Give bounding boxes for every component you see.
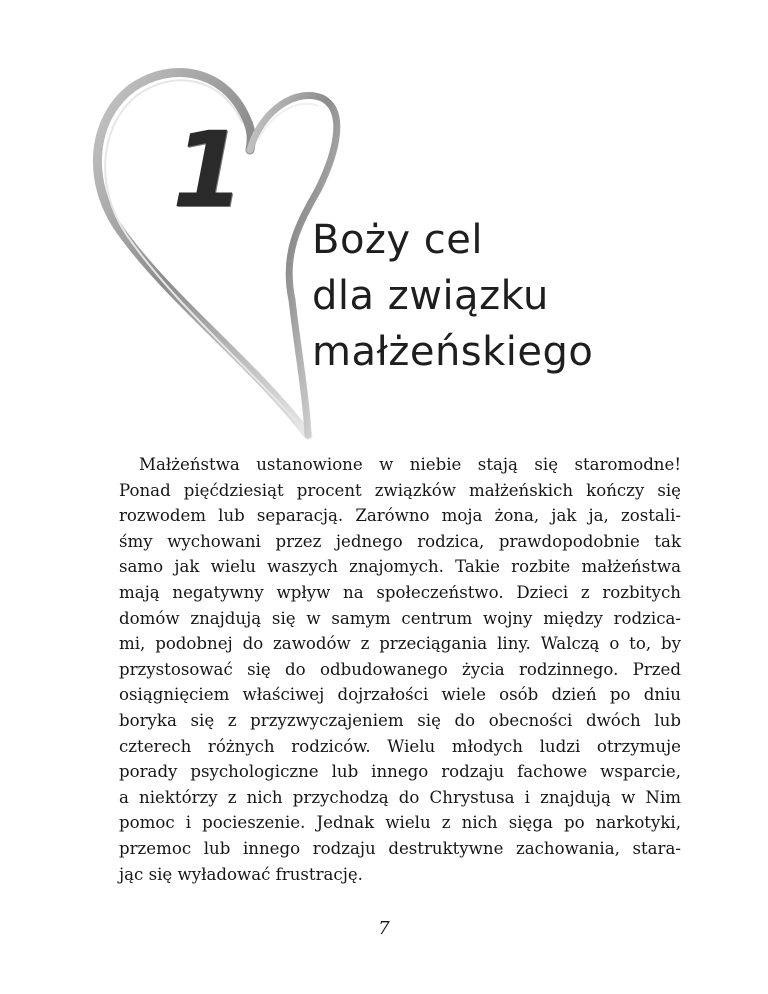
paragraph-line: czterech różnych rodziców. Wielu młodych ludzi otrzymuje <box>119 736 681 756</box>
paragraph-line: mi, podobnej do zawodów z przeciągania liny. Walczą o to, by <box>119 634 681 654</box>
chapter-title-line: małżeńskiego <box>312 329 594 375</box>
paragraph-line: samo jak wielu waszych znajomych. Takie rozbite małżeństwa <box>119 557 681 577</box>
paragraph-line: osiągnięciem właściwej dojrzałości wiele osób dzień po dniu <box>119 685 681 705</box>
paragraph-line: domów znajdują się w samym centrum wojny między rodzica- <box>119 608 681 628</box>
paragraph-line: pomoc i pocieszenie. Jednak wielu z nich sięga po narkotyki, <box>119 813 681 833</box>
paragraph-line: boryka się z przyzwyczajeniem się do obecności dwóch lub <box>119 710 681 730</box>
chapter-title <box>312 212 593 380</box>
paragraph-line: przystosować się do odbudowanego życia rodzinnego. Przed <box>119 659 681 679</box>
chapter-title-line: dla związku <box>312 273 549 319</box>
paragraph-line: porady psychologiczne lub innego rodzaju fachowe wsparcie, <box>119 762 681 782</box>
paragraph-line: jąc się wyładować frustrację. <box>119 864 363 884</box>
paragraph-line: przemoc lub innego rodzaju destruktywne zachowania, stara- <box>119 838 681 858</box>
paragraph-line: śmy wychowani przez jednego rodzica, prawdopodobnie tak <box>119 531 681 551</box>
paragraph-line: Ponad pięćdziesiąt procent związków małżeńskich kończy się <box>119 480 681 500</box>
chapter-number: 1 <box>172 109 245 231</box>
paragraph-line: mają negatywny wpływ na społeczeństwo. Dzieci z rozbitych <box>119 582 681 602</box>
body-paragraph <box>119 452 681 887</box>
page-number: 7 <box>378 918 390 939</box>
chapter-title-line: Boży cel <box>312 217 484 263</box>
paragraph-line: rozwodem lub separacją. Zarówno moja żona, jak ja, zostali- <box>119 506 681 526</box>
paragraph-line: a niektórzy z nich przychodzą do Chrystusa i znajdują w Nim <box>119 787 681 807</box>
paragraph-line: Małżeństwa ustanowione w niebie stają się staromodne! <box>139 455 681 474</box>
